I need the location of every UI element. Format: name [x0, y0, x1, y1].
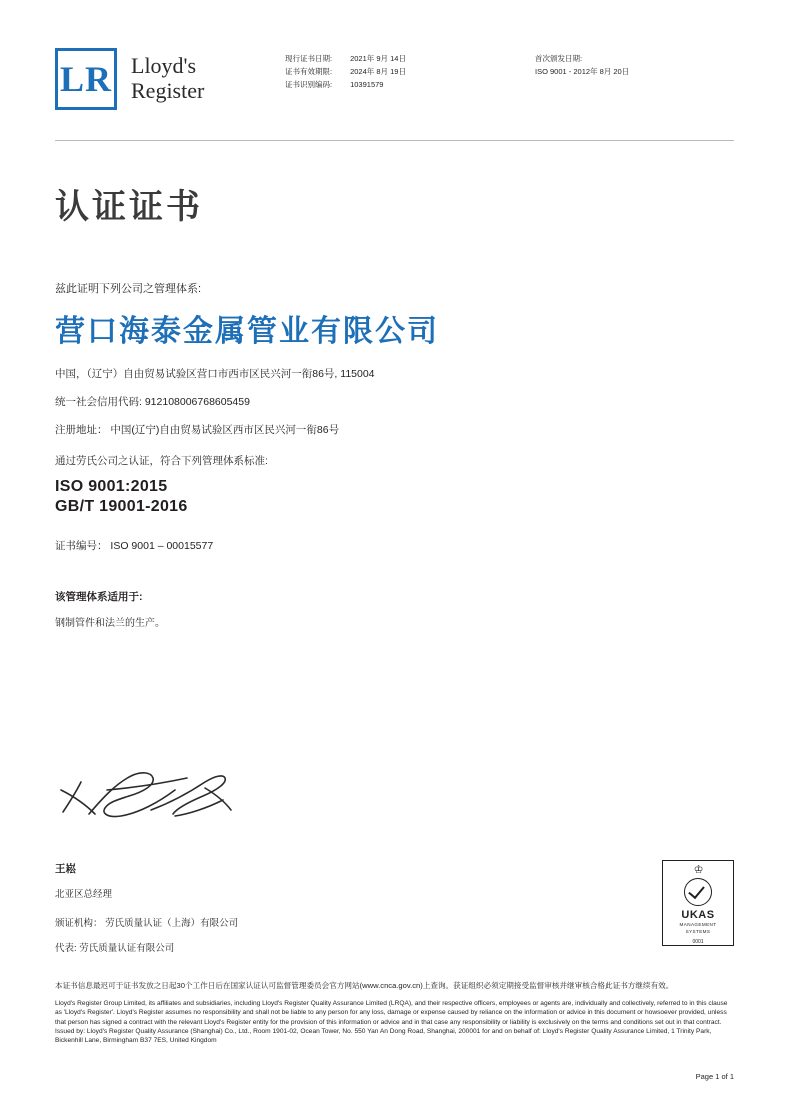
metadata-labels: [285, 52, 332, 91]
signer-name: 王崧: [55, 863, 76, 875]
signature-icon: [55, 760, 255, 840]
label-current-issue-date: 现行证书日期:: [285, 54, 333, 63]
crown-icon: ♔: [693, 864, 703, 876]
registered-address: 注册地址： 中国(辽宁)自由贸易试验区西市区民兴河一衔86号: [55, 424, 340, 436]
certificate-number: 证书编号： ISO 9001 – 00015577: [55, 540, 214, 552]
metadata-column-dates: [285, 52, 535, 91]
metadata-original-label-group: [535, 52, 629, 91]
standard-gbt-19001: GB/T 19001-2016: [55, 498, 188, 515]
certificate-metadata: [285, 48, 785, 91]
intro-text: 兹此证明下列公司之管理体系:: [55, 283, 202, 295]
scope-heading: 该管理体系适用于:: [55, 591, 143, 603]
document-header: [55, 0, 734, 110]
value-current-issue-date: 2021年 9月 14日: [350, 54, 406, 63]
signer-title: 北亚区总经理: [55, 889, 113, 900]
brand-line-2: Register: [131, 78, 205, 103]
value-validity-period: 2024年 8月 19日: [350, 67, 406, 77]
value-certificate-identity-number: 10391579: [350, 80, 384, 90]
checkmark-icon: [684, 878, 712, 906]
company-address: 中国，（辽宁）自由贸易试验区营口市西市区民兴河一衔86号, 115004: [55, 368, 375, 380]
metadata-values: [350, 52, 406, 91]
ukas-number: 0001: [692, 939, 704, 946]
header-divider: [55, 140, 734, 141]
lr-monogram-letters: LR: [59, 59, 112, 99]
document-footer: [55, 980, 734, 1046]
label-validity-period: 证书有效期限:: [285, 67, 333, 77]
unified-social-credit-code: 统一社会信用代码: 912108006768605459: [55, 396, 250, 408]
company-name: 营口海泰金属管业有限公司: [55, 315, 439, 348]
issuing-organization: 颁证机构： 劳氏质量认证（上海）有限公司: [55, 918, 239, 929]
standards-lead-text: 通过劳氏公司之认证，符合下列管理体系标准:: [55, 455, 268, 467]
metadata-column-original: [535, 52, 785, 91]
label-original-approval-date: 首次颁发日期:: [535, 54, 583, 63]
page-number: Page 1 of 1: [695, 1072, 734, 1081]
brand-line-1: Lloyd's: [131, 53, 197, 79]
lloyds-register-logo: [55, 48, 285, 110]
ukas-word: UKAS: [681, 909, 715, 921]
value-original-approval-date: ISO 9001 - 2012年 8月 20日: [535, 67, 630, 77]
ukas-subtitle-line-1: MANAGEMENT: [679, 922, 717, 927]
page-title: 认证证书: [55, 188, 203, 226]
brand-name: [131, 54, 204, 103]
standard-iso-9001: ISO 9001:2015: [55, 478, 168, 495]
label-certificate-identity-number: 证书识别编码:: [285, 80, 333, 90]
ukas-accreditation-mark: [662, 860, 734, 946]
footer-chinese-disclaimer: 本证书信息最迟可于证书发放之日起30个工作日后在国家认证认可监督管理委员会官方网站(www.cnca.gov.cn)上查询。获证组织必须定期接受监督审核并继审核合格此证书方继续有效。: [55, 981, 674, 990]
on-behalf-of: 代表: 劳氏质量认证有限公司: [55, 943, 175, 954]
handwritten-signature: [55, 760, 295, 850]
lr-monogram-icon: [55, 48, 117, 110]
scope-text: 钢制管件和法兰的生产。: [55, 618, 165, 629]
footer-english-disclaimer: Lloyd's Register Group Limited, its affiliates and subsidiaries, including Lloyd's Register Quality Assurance Limited (LRQA), and their respective officers, employees or agents are, individually and collectively, referred to in this clause as 'Lloyd's Register'. Lloyd's Register assumes no responsibility and shall not be liable to any person for any loss, damage or expense caused by reliance on the information or advice in this document or howsoever provided, unless that person has signed a contract with the relevant Lloyd's Register entity for the provision of this information or advice and in that case any responsibility or liability is exclusively on the terms and conditions set out in that contract. Issued by: Lloyd's Register Quality Assurance (Shanghai) Co., Ltd., Room 1901-02, Ocean Tower, No. 550 Yan An Dong Road, Shanghai, 200001 for and on behalf of: Lloyd's Register Quality Assurance Limited, 1 Trinity Park, Bickenhill Lane, Birmingham B37 7ES, United Kingdom: [55, 1000, 728, 1045]
ukas-subtitle-line-2: SYSTEMS: [685, 928, 711, 934]
